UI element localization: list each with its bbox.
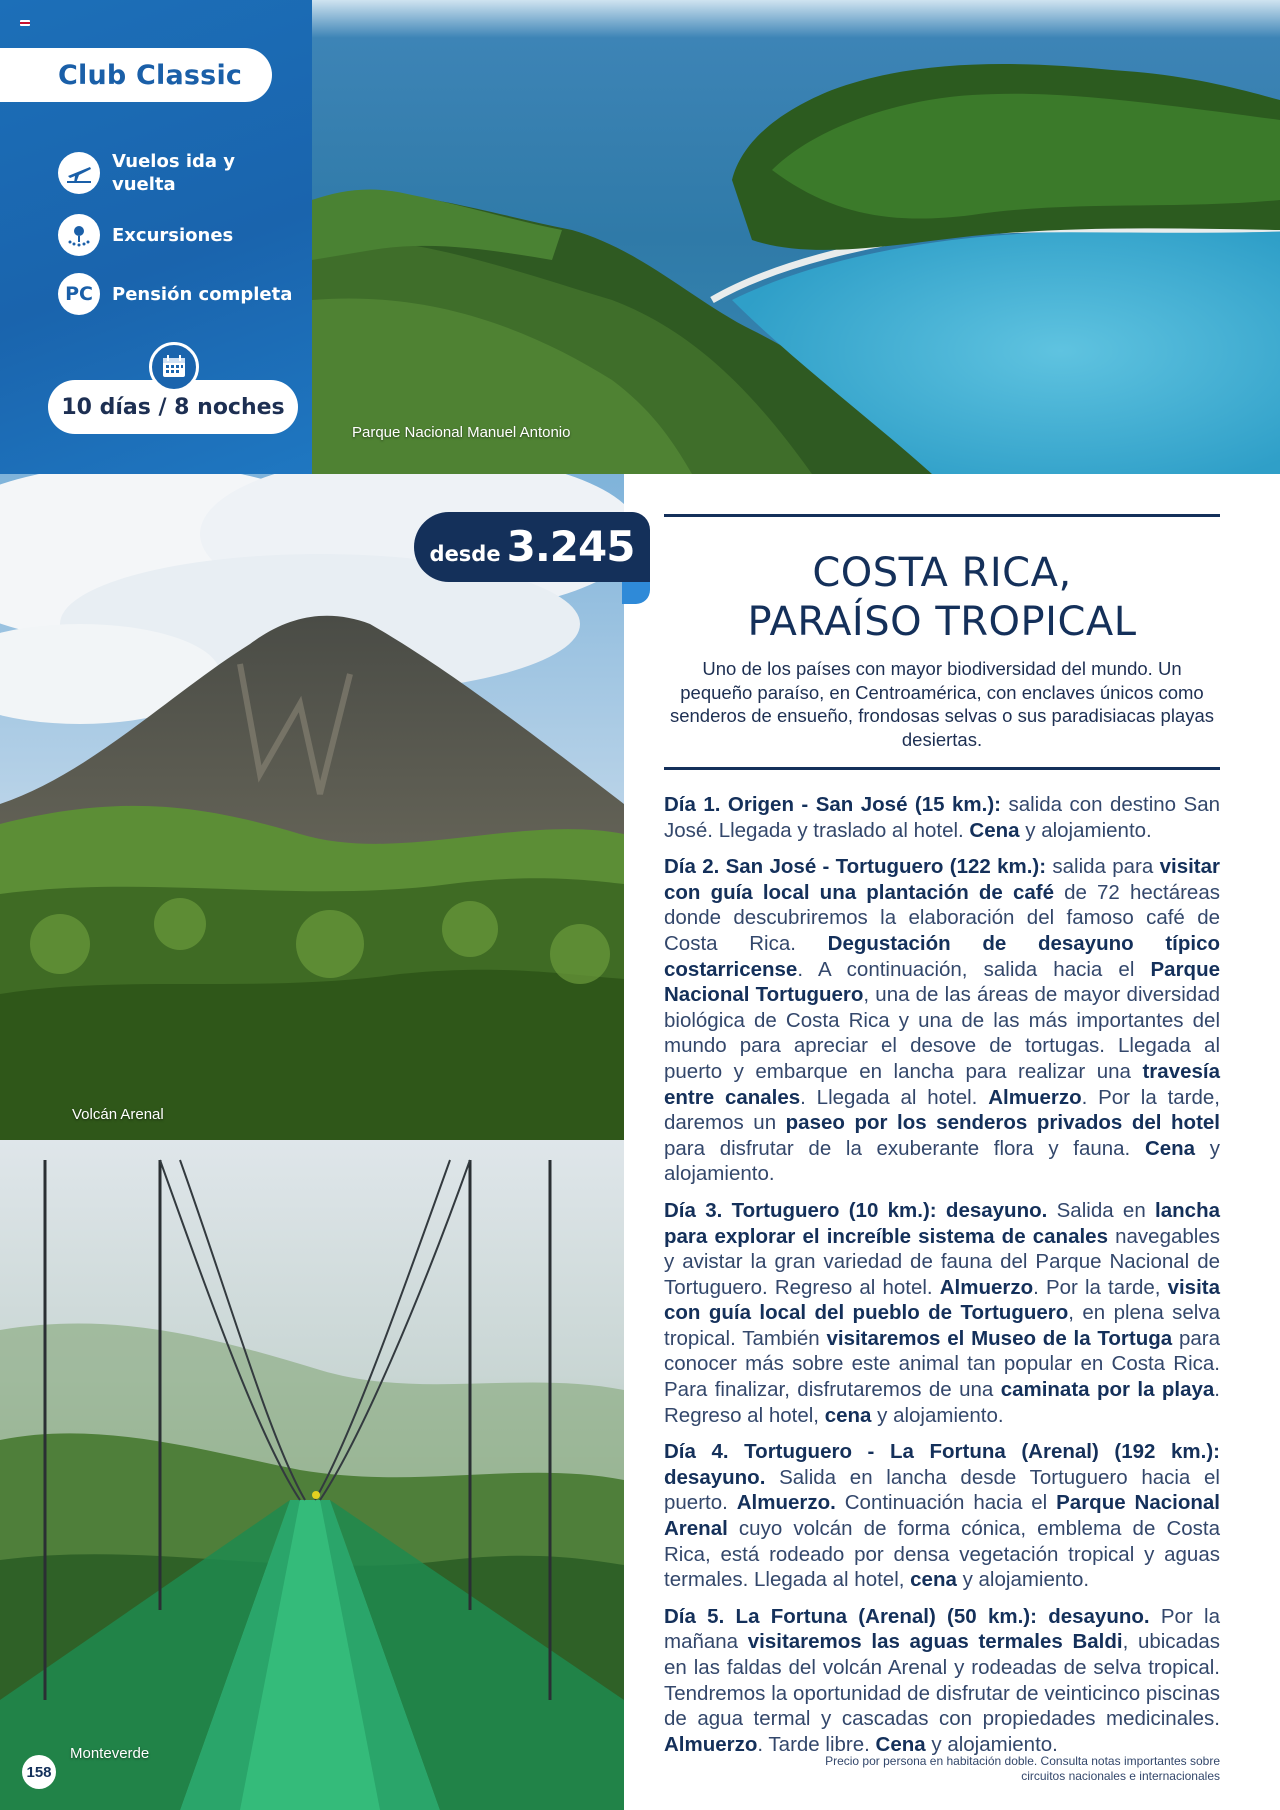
day-highlight: Almuerzo <box>988 1085 1082 1109</box>
day-highlight: visitaremos el Museo de la Tortuga <box>826 1326 1173 1350</box>
day-highlight: Día 1. Origen - San José (15 km.): <box>664 793 1001 816</box>
title-line-1: COSTA RICA, <box>812 550 1072 596</box>
day-text: . A continuación, salida hacia el <box>797 957 1151 981</box>
day-highlight: Cena <box>875 1732 926 1756</box>
day-text: y alojamiento. <box>871 1403 1004 1427</box>
day-text: para disfrutar de la exuberante flora y fauna. <box>664 1136 1145 1160</box>
day-text: . Tarde libre. <box>757 1732 876 1756</box>
day-text: Salida en <box>1047 1198 1156 1222</box>
duration-label: 10 días / 8 noches <box>48 380 298 434</box>
day-text: y alojamiento. <box>1019 818 1152 842</box>
day-highlight: lancha para explorar el increíble sistema de canales <box>664 1198 1220 1248</box>
title-line-2: PARAÍSO TROPICAL <box>747 599 1137 645</box>
price-badge-tail <box>622 580 650 604</box>
day-text: cuyo volcán de forma cónica, emblema de Costa Rica, está rodeado por densa vegetación tropical y aguas termales. Llegada al hotel, <box>664 1517 1220 1592</box>
footnote-line-1: Precio por persona en habitación doble. Consulta notas importantes sobre <box>825 1754 1220 1768</box>
day-highlight: Degustación de desayuno típico costarricense <box>664 931 1220 981</box>
day-highlight: cena <box>910 1568 957 1592</box>
day-text: . Por la tarde, <box>1033 1275 1168 1299</box>
photo-monteverde <box>0 1140 624 1810</box>
day-highlight: Parque Nacional Tortuguero <box>664 957 1220 1007</box>
day-highlight: Almuerzo <box>939 1275 1034 1299</box>
day-highlight: Día 3. Tortuguero (10 km.): desayuno. <box>664 1198 1048 1222</box>
article-title <box>664 549 1220 647</box>
day-text: Por la mañana <box>664 1604 1220 1654</box>
day-text: . Regreso al hotel, <box>664 1378 1220 1427</box>
itinerary-day-3 <box>664 1198 1220 1428</box>
day-text: , ubicadas en las faldas del volcán Arenal y rodeadas de selva tropical. Tendremos la oportunidad de disfrutar de veinticinco piscinas de agua termal y cascadas con propiedades medicinales. <box>664 1630 1221 1731</box>
feature-excursions <box>58 214 233 256</box>
trip-summary-panel <box>0 0 312 474</box>
day-highlight: visitaremos las aguas termales Baldi <box>747 1630 1123 1654</box>
caption-volcan-arenal: Volcán Arenal <box>72 1106 164 1123</box>
pc-icon <box>58 273 100 315</box>
day-highlight: paseo por los senderos privados del hotel <box>785 1111 1220 1135</box>
day-text: , en plena selva tropical. También <box>664 1301 1220 1350</box>
day-highlight: visita con guía local del pueblo de Tortuguero <box>664 1275 1220 1325</box>
photo-manuel-antonio <box>312 0 1280 474</box>
day-text: para conocer más sobre este animal tan popular en Costa Rica. Para finalizar, disfrutaremos de una <box>664 1326 1220 1402</box>
itinerary-day-5 <box>664 1604 1220 1758</box>
day-highlight: Día 4. Tortuguero - La Fortuna (Arenal) (192 km.): desayuno. <box>664 1440 1220 1489</box>
price-footnote <box>740 1754 1220 1784</box>
caption-monteverde: Monteverde <box>70 1745 150 1762</box>
day-text: , una de las áreas de mayor diversidad biológica de Costa Rica y una de las más importantes del mundo para apreciar el desove de tortugas. Llegada al puerto y embarque en lancha para realizar una <box>664 983 1220 1083</box>
day-text: y alojamiento. <box>664 1136 1221 1186</box>
day-text: Salida en lancha desde Tortuguero hacia el puerto. <box>664 1465 1220 1515</box>
day-text: Continuación hacia el <box>835 1491 1057 1515</box>
day-highlight: Cena <box>1144 1136 1196 1160</box>
price-badge <box>414 512 650 582</box>
feature-excursions-label: Excursiones <box>112 224 234 246</box>
day-text: de 72 hectáreas donde descubriremos la elaboración del famoso café de Costa Rica. <box>664 880 1220 955</box>
feature-full-board <box>58 273 292 315</box>
spain-flag-icon <box>20 20 30 26</box>
page-number: 158 <box>22 1755 56 1789</box>
intro-divider <box>664 767 1220 770</box>
day-highlight: caminata por la playa <box>1000 1378 1215 1402</box>
day-text: y alojamiento. <box>956 1568 1090 1592</box>
itinerary <box>664 792 1220 1757</box>
excursion-icon <box>58 214 100 256</box>
itinerary-day-2 <box>664 854 1220 1187</box>
calendar-icon <box>149 342 199 392</box>
day-highlight: Día 5. La Fortuna (Arenal) (50 km.): desayuno. <box>664 1604 1150 1628</box>
feature-full-board-label: Pensión completa <box>112 283 293 305</box>
day-highlight: Parque Nacional Arenal <box>664 1491 1220 1541</box>
club-classic-label: Club Classic <box>0 48 272 102</box>
day-highlight: Cena <box>969 818 1020 842</box>
pc-icon-text: PC <box>65 283 93 305</box>
day-highlight: cena <box>824 1403 872 1427</box>
feature-flights <box>58 150 252 196</box>
day-highlight: travesía entre canales <box>664 1059 1220 1109</box>
day-text: salida con destino San José. Llegada y traslado al hotel. <box>664 793 1221 842</box>
day-text: navegables y avistar la gran variedad de fauna del Parque Nacional de Tortuguero. Regreso al hotel. <box>664 1224 1220 1299</box>
day-text: y alojamiento. <box>925 1732 1058 1756</box>
article-intro: Uno de los países con mayor biodiversidad del mundo. Un pequeño paraíso, en Centroamérica, con enclaves únicos como senderos de ensueño, frondosas selvas o sus paradisiacas playas desiertas. <box>669 658 1215 750</box>
itinerary-day-1 <box>664 792 1220 843</box>
day-text: . Por la tarde, daremos un <box>664 1085 1220 1135</box>
price-prefix: desde <box>429 542 501 566</box>
itinerary-day-4 <box>664 1439 1220 1593</box>
price-amount: 3.245 <box>506 522 635 571</box>
day-highlight: Almuerzo <box>664 1732 758 1756</box>
feature-flights-label: Vuelos ida y vuelta <box>112 151 236 195</box>
day-text: salida para <box>1046 855 1160 879</box>
top-divider <box>664 514 1220 517</box>
article <box>664 514 1220 1768</box>
day-highlight: Almuerzo. <box>736 1491 836 1515</box>
caption-manuel-antonio: Parque Nacional Manuel Antonio <box>352 424 571 441</box>
plane-icon <box>58 152 100 194</box>
day-text: . Llegada al hotel. <box>800 1085 989 1109</box>
day-highlight: visitar con guía local una plantación de café <box>664 855 1220 904</box>
day-highlight: Día 2. San José - Tortuguero (122 km.): <box>664 855 1047 879</box>
footnote-line-2: circuitos nacionales e internacionales <box>1021 1769 1220 1783</box>
